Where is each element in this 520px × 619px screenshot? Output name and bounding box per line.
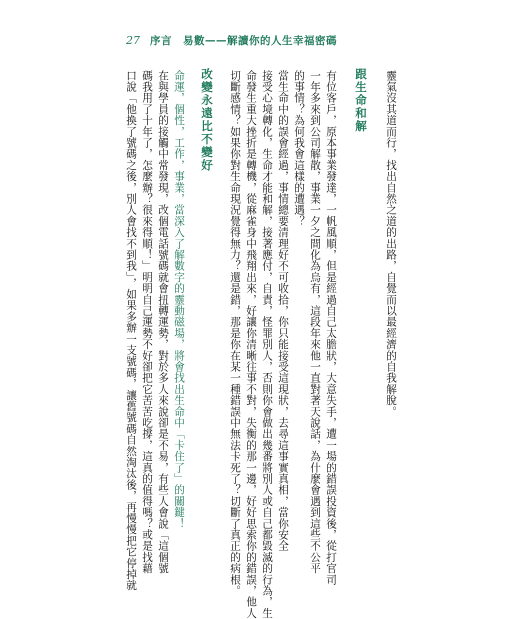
vertical-text-block <box>120 68 398 619</box>
text-column-5: 有位客戶，原本事業發達，一帆風順，但是經過自己太膽狀，大意失手，遭一場的錯誤投資後，從打官司 <box>325 70 337 586</box>
text-column-16: 在與學員的接觸中常發現，改個電話號碼就會扭轉運勢，對於多人來說卻是不易，有些人會說「這個號 <box>157 70 169 574</box>
text-column-8: 當生命中的誤會經過，事情總要清理好不可收拾，你只能接受這現狀，去尋這事實真相，當你安全 <box>277 70 289 552</box>
section-lead-line: 命運，個性，工作，事業，當深入了解數字的靈動磁場，將會找出生命中「卡住了」的關鍵！ <box>173 70 185 530</box>
text-column-1: 靈氣沒其道而行，找出自然之道的出路，自覺而以最經濟的自我解脫。 <box>385 70 397 418</box>
section-heading-change: 改變永遠比不變好 <box>200 68 214 172</box>
text-column-11: 切斷感情？如果你對生命現況覺得無力？還是錯，那是你在某一種錯誤中無法卡死了？切斷了真正的病根。 <box>229 70 241 597</box>
text-column-6: 一年多來到公司解散，事業一夕之間化為烏有，這段年來他一直對著天說話，為什麼會遇到這些不公平 <box>309 70 321 574</box>
running-header: 序言 易數——解讀你的人生幸福密碼 <box>150 35 337 47</box>
page-number: 27 <box>126 34 140 47</box>
section-heading-reconcile: 跟生命和解 <box>354 68 368 133</box>
text-column-7: 的事情？為何我會這樣的遭遇？ <box>293 70 305 227</box>
text-column-18: 口說「他換了號碼之後，別人會找不到我」，如果多辦一支號碼，讓舊號碼自然淘汰後，再慢慢把它停掉就 <box>125 70 137 592</box>
text-column-9: 接受心境轉化，生命才能和解，接著應付，自責，怪罪別人，否則你會做出幾番將別人或自己都毀滅的行為，生 <box>261 70 273 619</box>
text-column-17: 碼我用了十年了，怎麼辦？很來得順！」明明自己運勢不好卻把它苦苦吃撐，這真的值得嗎？或是找藉 <box>141 70 153 574</box>
text-column-10: 命發生重大挫折是轉機，從麻雀身中飛翔出來，好讓你清晰往事不對，失衡的那一邊，好好思索你的錯誤，他人 <box>245 70 257 619</box>
